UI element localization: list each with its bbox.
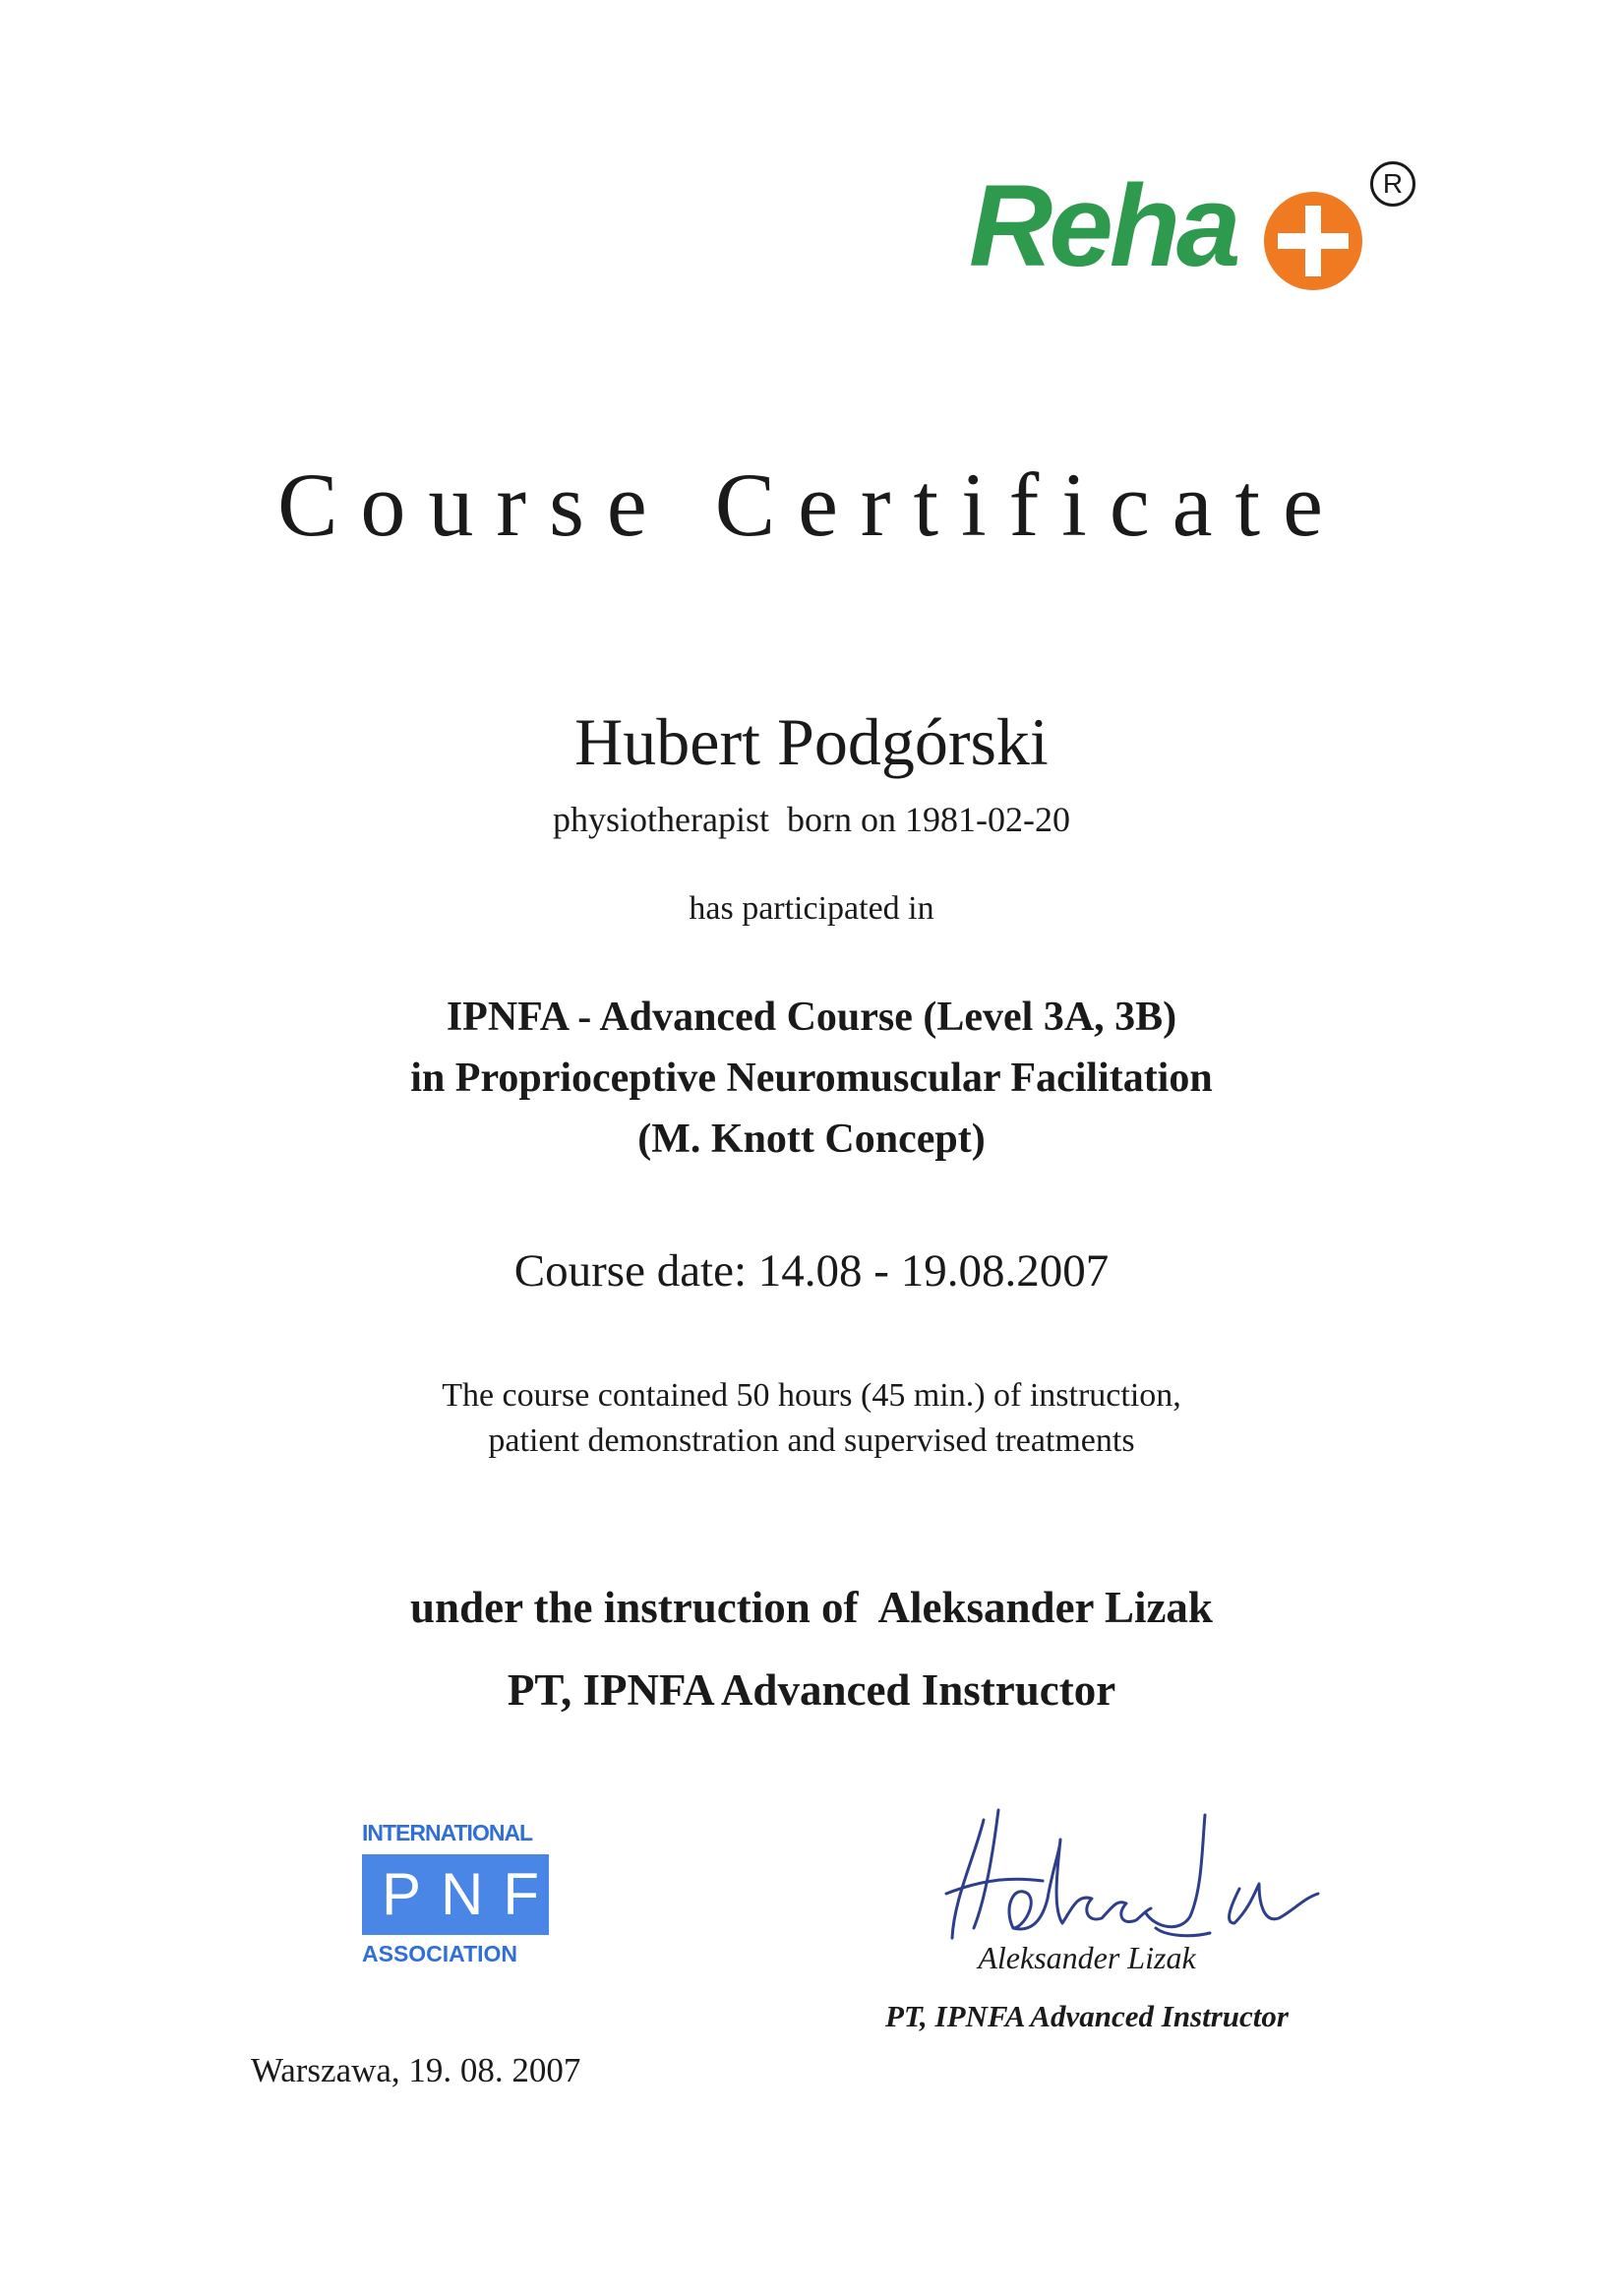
signer-name: Aleksander Lizak	[978, 1940, 1196, 1975]
reha-logo	[969, 157, 1431, 295]
pnf-association-logo	[362, 1820, 559, 1967]
participated-text: has participated in	[689, 890, 934, 927]
instruction-line-1: under the instruction of Aleksander Lizak	[410, 1583, 1213, 1632]
hours-note-line-2: patient demonstration and supervised treatments	[488, 1422, 1135, 1459]
hours-note-line-1: The course contained 50 hours (45 min.) of instruction,	[442, 1377, 1181, 1414]
reha-logo-word: Reha	[969, 161, 1237, 291]
course-title-line-2: in Proprioceptive Neuromuscular Facilitation	[410, 1056, 1213, 1101]
plus-icon	[1264, 192, 1362, 290]
handwritten-signature	[944, 1800, 1357, 1948]
course-title-line-3: (M. Knott Concept)	[637, 1117, 986, 1162]
place-and-date: Warszawa, 19. 08. 2007	[251, 2051, 581, 2089]
recipient-profession: physiotherapist born on 1981-02-20	[553, 800, 1070, 839]
recipient-name: Hubert Podgórski	[574, 704, 1049, 779]
instruction-line-2: PT, IPNFA Advanced Instructor	[507, 1665, 1116, 1715]
registered-mark: R	[1370, 161, 1415, 207]
course-date: Course date: 14.08 - 19.08.2007	[513, 1245, 1110, 1297]
course-title-line-1: IPNFA - Advanced Course (Level 3A, 3B)	[446, 995, 1177, 1040]
signer-title: PT, IPNFA Advanced Instructor	[885, 1999, 1289, 2033]
certificate-title: Course Certificate	[277, 454, 1346, 555]
pnf-logo-box: PNF	[362, 1854, 549, 1935]
pnf-logo-bottom-text: ASSOCIATION	[362, 1941, 518, 1966]
pnf-logo-top-text: INTERNATIONAL	[362, 1820, 533, 1845]
